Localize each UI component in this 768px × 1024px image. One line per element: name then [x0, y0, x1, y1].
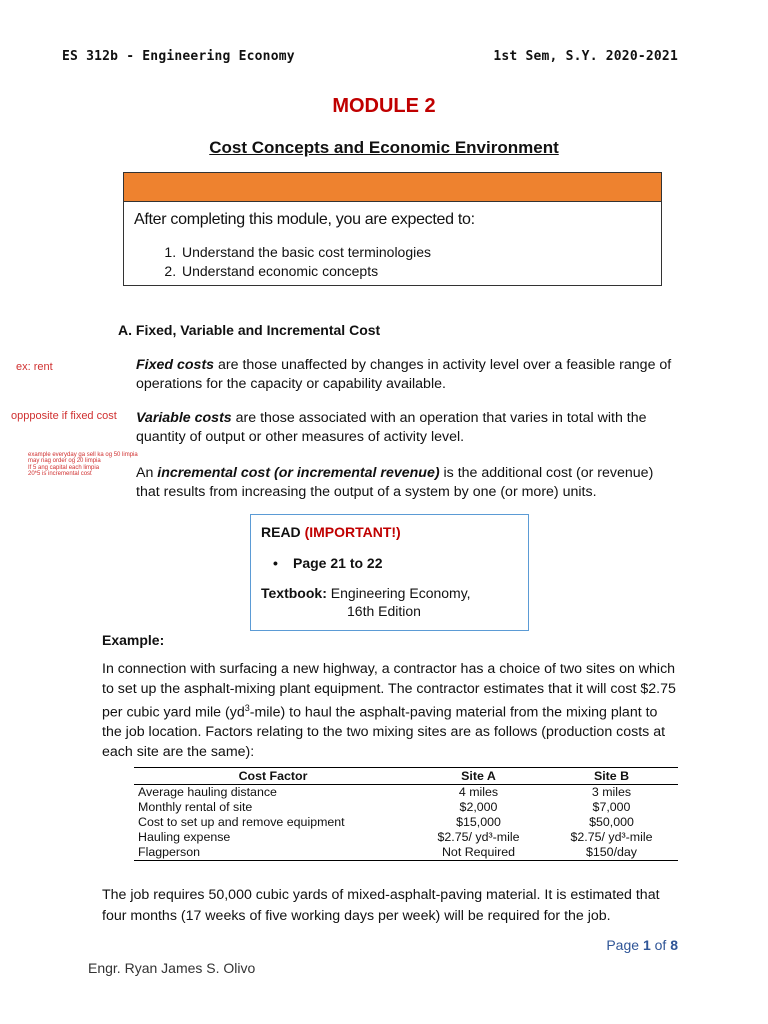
table-header: Cost Factor — [134, 768, 412, 785]
module-subtitle — [0, 138, 768, 158]
table-cell: Cost to set up and remove equipment — [138, 815, 345, 829]
objectives-intro: After completing this module, you are expected to: — [134, 211, 475, 228]
variable-cost-term: Variable costs — [136, 410, 232, 426]
module-title: MODULE 2 — [332, 95, 436, 117]
table-cell: 3 miles — [591, 785, 632, 799]
page-total: 8 — [670, 937, 678, 953]
table-cell: $7,000 — [592, 800, 631, 814]
read-important-label: (IMPORTANT!) — [304, 524, 401, 540]
textbook-edition: 16th Edition — [347, 603, 421, 619]
read-pages: Page 21 to 22 — [293, 555, 383, 571]
objective-item: 1. Understand the basic cost terminologies — [180, 243, 431, 262]
read-label-line — [261, 524, 401, 540]
table-row — [134, 845, 678, 861]
table-header: Site A — [412, 768, 545, 785]
fixed-cost-term: Fixed costs — [136, 357, 215, 373]
table-row — [134, 815, 678, 830]
table-row — [134, 830, 678, 845]
incremental-cost-prefix: An — [136, 465, 158, 481]
objectives-list — [158, 243, 431, 281]
margin-note-opposite: oppposite if fixed cost — [11, 410, 117, 422]
example-heading: Example: — [102, 632, 165, 648]
author-name: Engr. Ryan James S. Olivo — [88, 960, 256, 976]
incremental-cost-term: incremental cost (or incremental revenue) — [157, 465, 440, 481]
margin-note-example: example everyday ga sell ka og 50 limpia may nag order og 20 limpia If 5 ang capital each limpia 20*5 is incremental cost — [28, 452, 138, 477]
header-semester: 1st Sem, S.Y. 2020-2021 — [493, 49, 678, 64]
table-header-row — [134, 768, 678, 785]
textbook-title: Engineering Economy, — [326, 585, 471, 601]
incremental-cost-paragraph — [136, 464, 676, 502]
header-course: ES 312b - Engineering Economy — [62, 49, 295, 64]
table-cell: Average hauling distance — [138, 785, 277, 799]
example-superscript: 3 — [244, 703, 250, 713]
variable-cost-paragraph — [136, 409, 676, 447]
page-word: Page — [606, 937, 643, 953]
table-cell: $2.75/ yd³-mile — [570, 830, 653, 844]
objectives-header-bar — [124, 173, 661, 202]
closing-paragraph: The job requires 50,000 cubic yards of mixed-asphalt-paving material. It is estimated that four months (17 weeks of five working days per week) will be required for the job. — [102, 887, 660, 924]
table-cell: Flagperson — [134, 845, 412, 861]
page-current: 1 — [642, 937, 651, 953]
table-row — [134, 785, 678, 801]
bullet-icon: • — [273, 555, 278, 571]
cost-table — [134, 767, 678, 861]
read-box — [250, 514, 529, 631]
example-paragraph — [102, 660, 680, 762]
objectives-box — [123, 172, 662, 286]
fixed-cost-text: are those unaffected by changes in activity level over a feasible range of operations for the capacity or capability available. — [136, 357, 672, 392]
table-cell: $2,000 — [459, 800, 498, 814]
table-cell: $2.75/ yd³-mile — [437, 830, 520, 844]
read-label: READ — [261, 524, 301, 540]
fixed-cost-paragraph — [136, 356, 676, 394]
module-subtitle-text: Cost Concepts and Economic Environment — [209, 138, 559, 157]
table-row — [134, 800, 678, 815]
textbook-label: Textbook: — [261, 585, 327, 601]
section-a-heading: A. Fixed, Variable and Incremental Cost — [118, 322, 381, 338]
margin-note-rent: ex: rent — [16, 361, 53, 373]
textbook-line — [261, 584, 471, 603]
incremental-cost-text: is the additional cost (or revenue) that results from increasing the output of a system by one (or more) units. — [136, 465, 654, 500]
page-of: of — [650, 937, 671, 953]
table-cell: 4 miles — [458, 785, 499, 799]
page-indicator — [606, 937, 678, 953]
table-cell: Monthly rental of site — [138, 800, 253, 814]
table-cell: Hauling expense — [138, 830, 231, 844]
table-cell: Not Required — [412, 845, 545, 861]
objective-item: 2. Understand economic concepts — [180, 262, 431, 281]
example-text-part1: In connection with surfacing a new highway, a contractor has a choice of two sites on which to set up the asphalt-mixing plant equipment. The contractor estimates that it will cost $2.75 per cubic yard mile (yd — [102, 661, 676, 721]
example-text-part2: -mile) to haul the asphalt-paving material from the mixing plant to the job location. Factors relating to the two mixing sites are as follows (production costs at each site are the same): — [102, 704, 666, 760]
table-cell: $15,000 — [456, 815, 501, 829]
table-header: Site B — [545, 768, 678, 785]
variable-cost-text: are those associated with an operation that varies in total with the quantity of output or other measures of activity level. — [136, 410, 647, 445]
table-cell: $150/day — [545, 845, 678, 861]
table-cell: $50,000 — [589, 815, 634, 829]
read-bullet — [273, 555, 383, 571]
